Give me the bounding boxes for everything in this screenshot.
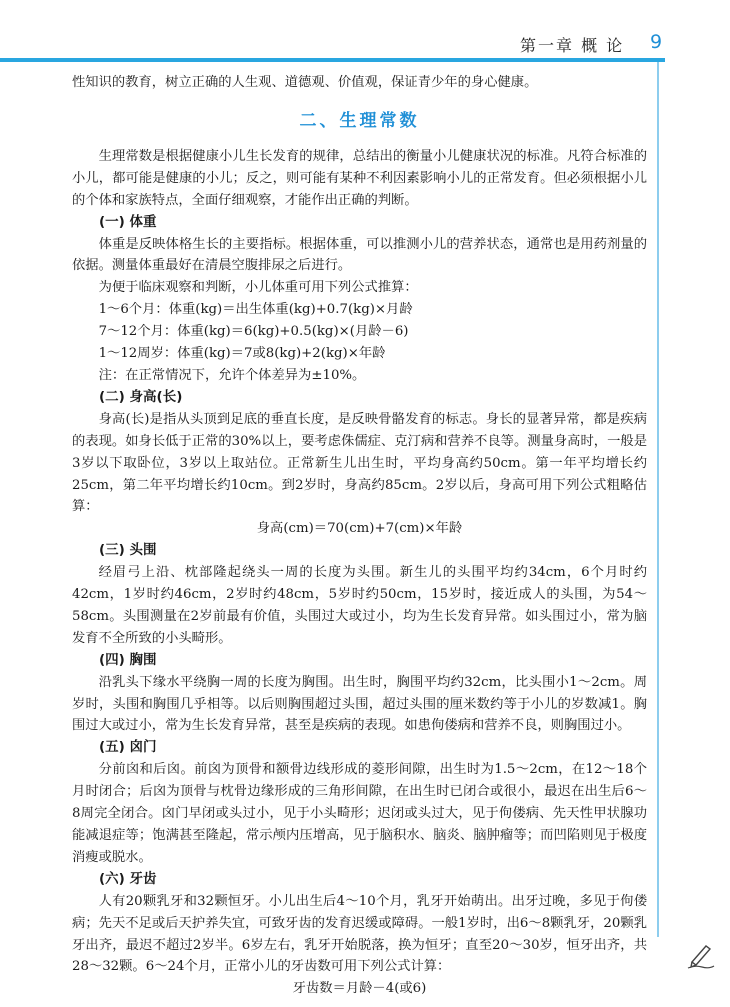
weight-line: 为便于临床观察和判断，小儿体重可用下列公式推算： [98,280,418,296]
head-paragraph: 经眉弓上沿、枕部隆起绕头一周的长度为头围。新生儿的头围平均约34cm，6个月时约42cm，1岁时约46cm，2岁时约48cm，5岁时约50cm，15岁时，接近成人的头围，为54～58cm。头围测量在2岁前最有价值，头围过大或过小，均为生长发育异常。如头围过小，常为脑发育不全所致的小头畸形。 [72,565,647,646]
header-rule [0,58,665,62]
height-paragraph: 身高(长)是指从头顶到足底的垂直长度，是反映骨骼发育的标志。身长的显著异常，都是疾病的表现。如身长低于正常的30%以上，要考虑侏儒症、克汀病和营养不良等。测量身高时，一般是3岁以下取卧位，3岁以上取站位。正常新生儿出生时，平均身高约50cm。第一年平均增长约25cm，第二年平均增长约10cm。到2岁时，身高约85cm。2岁以后，身高可用下列公式粗略估算： [72,411,647,515]
page-body [72,72,647,1000]
teeth-heading: (六) 牙齿 [99,870,157,887]
height-heading: (二) 身高(长) [99,388,183,405]
height-formula: 身高(cm)＝70(cm)+7(cm)×年龄 [256,521,463,537]
weight-note: 注：在正常情况下，允许个体差异为±10%。 [98,367,366,383]
intro-line: 性知识的教育，树立正确的人生观、道德观、价值观，保证青少年的身心健康。 [72,75,538,90]
page-header [0,0,730,60]
pen-icon [686,940,716,970]
chapter-title: 第一章 概 论 [520,36,625,55]
fontanel-paragraph: 分前囟和后囟。前囟为顶骨和额骨边线形成的菱形间隙，出生时为1.5～2cm，在12～18个月时闭合；后囟为顶骨与枕骨边缘形成的三角形间隙，在出生时已闭合或很小，最迟在出生后6～8周完全闭合。囟门早闭或头过小，见于小头畸形；迟闭或头过大，见于佝偻病、先天性甲状腺功能减退症等；饱满甚至隆起，常示颅内压增高，见于脑积水、脑炎、脑肿瘤等；而凹陷则见于极度消瘦或脱水。 [72,762,647,865]
weight-formula: 1～6个月：体重(kg)＝出生体重(kg)+0.7(kg)×月龄 [98,302,413,318]
weight-paragraph: 体重是反映体格生长的主要指标。根据体重，可以推测小儿的营养状态，通常也是用药剂量的依据。测量体重最好在清晨空腹排尿之后进行。 [72,236,647,274]
teeth-formula: 牙齿数＝月龄－4(或6) [292,981,427,997]
fontanel-heading: (五) 囟门 [99,739,157,756]
section-intro: 生理常数是根据健康小儿生长发育的规律，总结出的衡量小儿健康状况的标准。凡符合标准的小儿，都可能是健康的小儿；反之，则可能有某种不利因素影响小儿的正常发育。但必须根据小儿的个体和家族特点，全面仔细观察，才能作出正确的判断。 [72,148,647,208]
section-title: 二、生理常数 [299,110,420,131]
chest-paragraph: 沿乳头下缘水平绕胸一周的长度为胸围。出生时，胸围平均约32cm，比头围小1～2cm。周岁时，头围和胸围几乎相等。以后则胸围超过头围，超过头围的厘米数约等于小儿的岁数减1。胸围过大或过小，常为生长发育异常，甚至是疾病的表现。如患佝偻病和营养不良，则胸围过小。 [72,674,647,734]
teeth-paragraph: 人有20颗乳牙和32颗恒牙。小儿出生后4～10个月，乳牙开始萌出。出牙过晚，多见于佝偻病；先天不足或后天护养失宜，可致牙齿的发育迟缓或障碍。一般1岁时，出6～8颗乳牙，20颗乳牙出齐，最迟不超过2岁半。6岁左右，乳牙开始脱落，换为恒牙；直至20～30岁，恒牙出齐，共28～32颗。6～24个月，正常小儿的牙齿数可用下列公式计算： [72,893,647,975]
weight-formula: 1～12周岁：体重(kg)＝7或8(kg)+2(kg)×年龄 [98,346,386,362]
weight-formula: 7～12个月：体重(kg)＝6(kg)+0.5(kg)×(月龄－6) [98,324,409,340]
weight-heading: (一) 体重 [99,213,157,230]
page-number: 9 [650,31,663,53]
head-heading: (三) 头围 [99,542,157,559]
chest-heading: (四) 胸围 [99,651,157,668]
margin-rule [657,62,659,937]
